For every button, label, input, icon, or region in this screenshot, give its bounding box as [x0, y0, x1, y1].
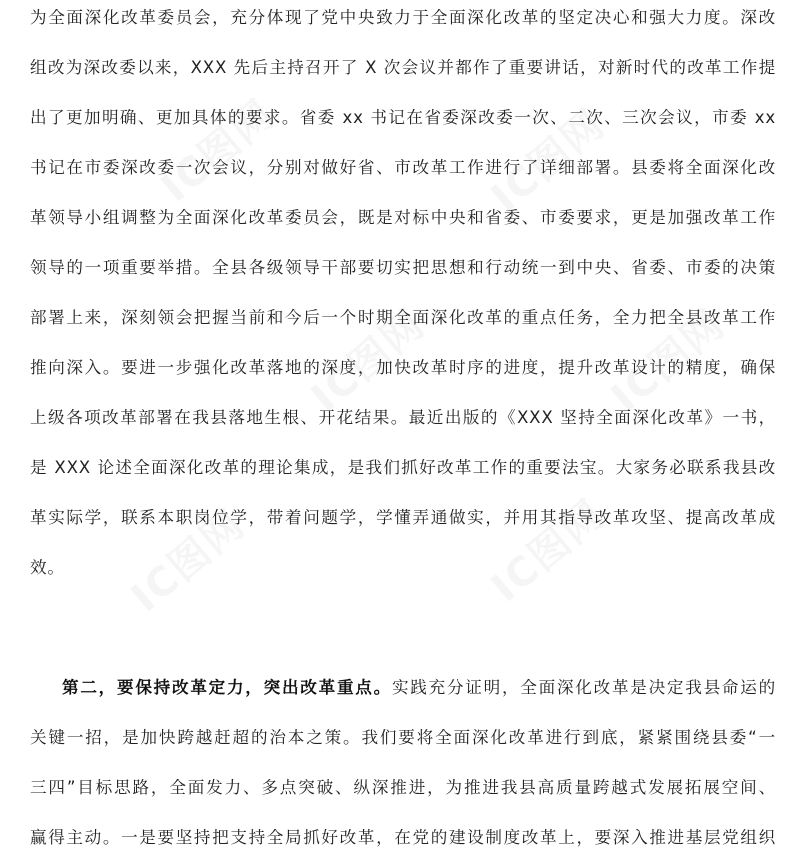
paragraph-1-line: 效。	[30, 558, 65, 577]
watermark: IC图网	[122, 501, 254, 622]
paragraph-1-line: 推向深入。要进一步强化改革落地的深度，加快改革时序的进度，提升改革设计的精度，确保	[30, 358, 776, 377]
paragraph-2-line: 三四”目标思路，全面发力、多点突破、纵深推进，为推进我县高质量跨越式发展拓展空间、	[30, 778, 776, 797]
watermark: IC图网	[152, 91, 284, 212]
watermark: IC图网	[482, 101, 614, 222]
paragraph-1-line: 领导的一项重要举措。全县各级领导干部要切实把思想和行动统一到中央、省委、市委的决策	[30, 258, 776, 277]
watermark: IC图网	[302, 301, 434, 422]
paragraph-1-line: 上级各项改革部署在我县落地生根、开花结果。最近出版的《XXX 坚持全面深化改革》一书，	[30, 408, 776, 427]
paragraph-1-line: 组改为深改委以来，XXX 先后主持召开了 X 次会议并都作了重要讲话，对新时代的改革工作提	[30, 58, 776, 77]
paragraph-1-line: 是 XXX 论述全面深化改革的理论集成，是我们抓好改革工作的重要法宝。大家务必联系我县改	[30, 458, 776, 477]
paragraph-1-line: 出了更加明确、更加具体的要求。省委 xx 书记在省委深改委一次、二次、三次会议，市委 xx	[30, 108, 776, 127]
paragraph-1-line: 部署上来，深刻领会把握当前和今后一个时期全面深化改革的重点任务，全力把全县改革工作	[30, 308, 776, 327]
paragraph-2-line: 关键一招，是加快跨越赶超的治本之策。我们要将全面深化改革进行到底，紧紧围绕县委“一	[30, 728, 776, 747]
watermark: IC图网	[482, 491, 614, 612]
paragraph-1-line: 为全面深化改革委员会，充分体现了党中央致力于全面深化改革的坚定决心和强大力度。深改	[30, 8, 776, 27]
paragraph-2-first-line-text: 实践充分证明，全面深化改革是决定我县命运的	[391, 678, 776, 697]
paragraph-2-heading: 第二，要保持改革定力，突出改革重点。	[62, 678, 392, 697]
paragraph-1-line: 革实际学，联系本职岗位学，带着问题学，学懂弄通做实，并用其指导改革攻坚、提高改革成	[30, 508, 776, 527]
paragraph-1-line: 革领导小组调整为全面深化改革委员会，既是对标中央和省委、市委要求，更是加强改革工作	[30, 208, 776, 227]
watermark: IC图网	[602, 301, 734, 422]
paragraph-2-line: 赢得主动。一是要坚持把支持全局抓好改革，在党的建设制度改革上，要深入推进基层党组织	[30, 828, 776, 847]
paragraph-2-first-line	[62, 676, 776, 700]
paragraph-1-line: 书记在市委深改委一次会议，分别对做好省、市改革工作进行了详细部署。县委将全面深化改	[30, 158, 776, 177]
